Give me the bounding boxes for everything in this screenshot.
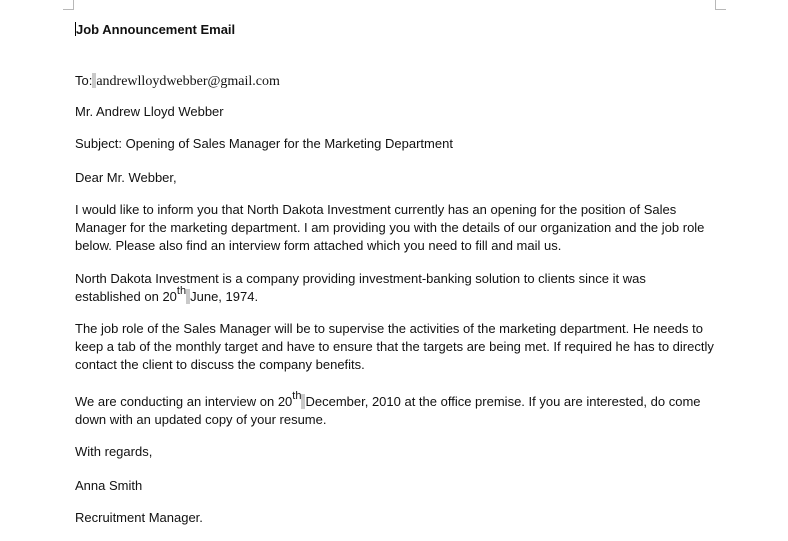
page-corner-top-left bbox=[63, 0, 74, 10]
document-heading bbox=[75, 22, 235, 37]
subject-line: Subject: Opening of Sales Manager for the Marketing Department bbox=[75, 136, 453, 151]
paragraph-4-text-a: We are conducting an interview on 20 bbox=[75, 394, 293, 409]
sender-name: Anna Smith bbox=[75, 478, 143, 493]
heading-text: Job Announcement Email bbox=[76, 22, 236, 37]
to-label: To: bbox=[75, 73, 93, 88]
paragraph-2-superscript: th bbox=[176, 285, 187, 297]
sender-title: Recruitment Manager. bbox=[75, 510, 203, 525]
recipient-line: Mr. Andrew Lloyd Webber bbox=[75, 104, 224, 119]
closing: With regards, bbox=[75, 444, 153, 459]
paragraph-4-text-b: December, 2010 at the office premise. If you are interested, do come down with an updated copy of your resume. bbox=[75, 394, 701, 427]
paragraph-2 bbox=[75, 270, 715, 306]
to-email: andrewlloydwebber@gmail.com bbox=[96, 74, 280, 89]
paragraph-4 bbox=[75, 390, 715, 429]
salutation: Dear Mr. Webber, bbox=[75, 170, 177, 185]
to-line bbox=[75, 72, 280, 91]
paragraph-4-superscript: th bbox=[292, 390, 302, 402]
page-corner-top-right bbox=[715, 0, 726, 10]
paragraph-2-text-b: June, 1974. bbox=[190, 289, 259, 304]
paragraph-1: I would like to inform you that North Dakota Investment currently has an opening for the position of Sales Manager for the marketing department. I am providing you with the details of our organization and the job role below. Please also find an interview form attached which you need to fill and mail us. bbox=[75, 202, 705, 253]
paragraph-2-text-a: North Dakota Investment is a company providing investment-banking solution to clients since it was established on 20 bbox=[75, 271, 646, 304]
paragraph-3: The job role of the Sales Manager will be to supervise the activities of the marketing department. He needs to keep a tab of the monthly target and have to ensure that the targets are being met. If required he has to directly contact the client to discuss the company benefits. bbox=[75, 321, 714, 372]
